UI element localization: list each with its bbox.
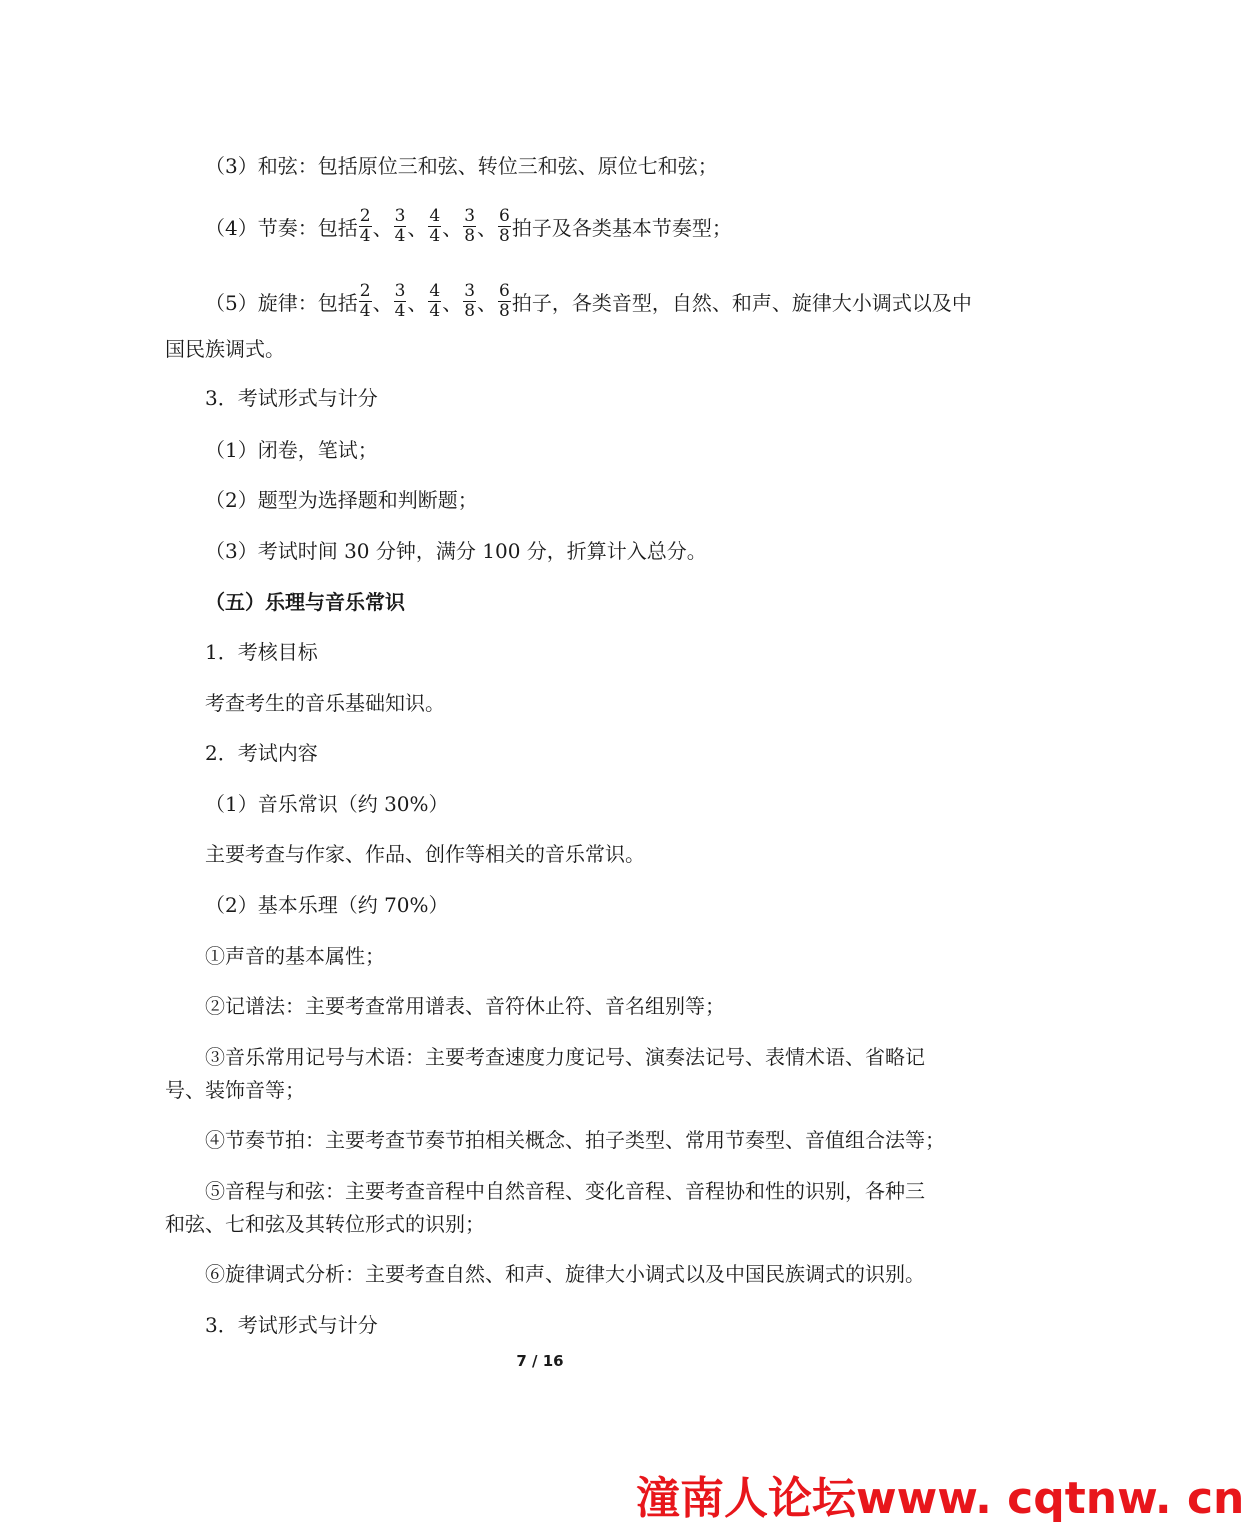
text-line-symbols: ③音乐常用记号与术语：主要考查速度力度记号、演奏法记号、表情术语、省略记 (205, 1045, 925, 1069)
text-line-symbols-cont: 号、装饰音等； (165, 1078, 305, 1102)
melody-prefix: （5）旋律：包括 (205, 290, 358, 315)
fraction-4-4: $\frac{4}{4}$ (429, 205, 441, 246)
text-line-basic-theory: （2）基本乐理（约 70%） (205, 893, 449, 917)
heading-exam-format-2: 3．考试形式与计分 (205, 1313, 378, 1337)
fraction-6-8: $\frac{6}{8}$ (499, 280, 510, 321)
text-line-melody (205, 277, 972, 325)
separator: 、 (372, 215, 393, 240)
heading-exam-format: 3．考试形式与计分 (205, 386, 378, 410)
text-line-intervals-cont: 和弦、七和弦及其转位形式的识别； (165, 1212, 485, 1236)
text-line-music-knowledge-desc: 主要考查与作家、作品、创作等相关的音乐常识。 (205, 842, 645, 866)
text-line-chords: （3）和弦：包括原位三和弦、转位三和弦、原位七和弦； (205, 154, 718, 178)
text-line-intervals: ⑤音程与和弦：主要考查音程中自然音程、变化音程、音程协和性的识别，各种三 (205, 1179, 925, 1203)
text-line-question-types: （2）题型为选择题和判断题； (205, 488, 478, 512)
fraction-2-4: $\frac{2}{4}$ (359, 205, 371, 246)
text-line-rhythm-meter: ④节奏节拍：主要考查节奏节拍相关概念、拍子类型、常用节奏型、音值组合法等； (205, 1128, 945, 1152)
fraction-6-8: $\frac{6}{8}$ (499, 205, 510, 246)
separator: 、 (442, 215, 463, 240)
fraction-4-4: $\frac{4}{4}$ (429, 280, 441, 321)
text-line-melody-cont: 国民族调式。 (165, 337, 285, 361)
melody-suffix: 拍子，各类音型，自然、和声、旋律大小调式以及中 (511, 290, 972, 315)
separator: 、 (407, 290, 428, 315)
page-number: 7 / 16 (516, 1352, 564, 1370)
text-line-notation: ②记谱法：主要考查常用谱表、音符休止符、音名组别等； (205, 994, 725, 1018)
separator: 、 (477, 215, 498, 240)
text-line-closed-book: （1）闭卷，笔试； (205, 438, 378, 462)
heading-exam-content: 2．考试内容 (205, 741, 318, 765)
text-line-music-knowledge: （1）音乐常识（约 30%） (205, 792, 449, 816)
text-line-rhythm (205, 202, 732, 250)
fraction-3-8: $\frac{3}{8}$ (464, 280, 476, 321)
rhythm-prefix: （4）节奏：包括 (205, 215, 358, 240)
heading-assessment-goal: 1．考核目标 (205, 640, 318, 664)
text-line-exam-time: （3）考试时间 30 分钟，满分 100 分，折算计入总分。 (205, 539, 707, 563)
separator: 、 (477, 290, 498, 315)
fraction-3-8: $\frac{3}{8}$ (464, 205, 476, 246)
fraction-3-4: $\frac{3}{4}$ (394, 205, 406, 246)
watermark: 潼南人论坛www. cqtnw. cn (636, 1473, 1244, 1524)
text-line-sound: ①声音的基本属性； (205, 944, 385, 968)
text-line-mode-analysis: ⑥旋律调式分析：主要考查自然、和声、旋律大小调式以及中国民族调式的识别。 (205, 1262, 925, 1286)
separator: 、 (442, 290, 463, 315)
separator: 、 (372, 290, 393, 315)
section-heading-music-theory: （五）乐理与音乐常识 (205, 590, 405, 614)
separator: 、 (407, 215, 428, 240)
rhythm-suffix: 拍子及各类基本节奏型； (511, 215, 732, 240)
text-line-goal: 考查考生的音乐基础知识。 (205, 691, 445, 715)
fraction-3-4: $\frac{3}{4}$ (394, 280, 406, 321)
fraction-2-4: $\frac{2}{4}$ (359, 280, 371, 321)
